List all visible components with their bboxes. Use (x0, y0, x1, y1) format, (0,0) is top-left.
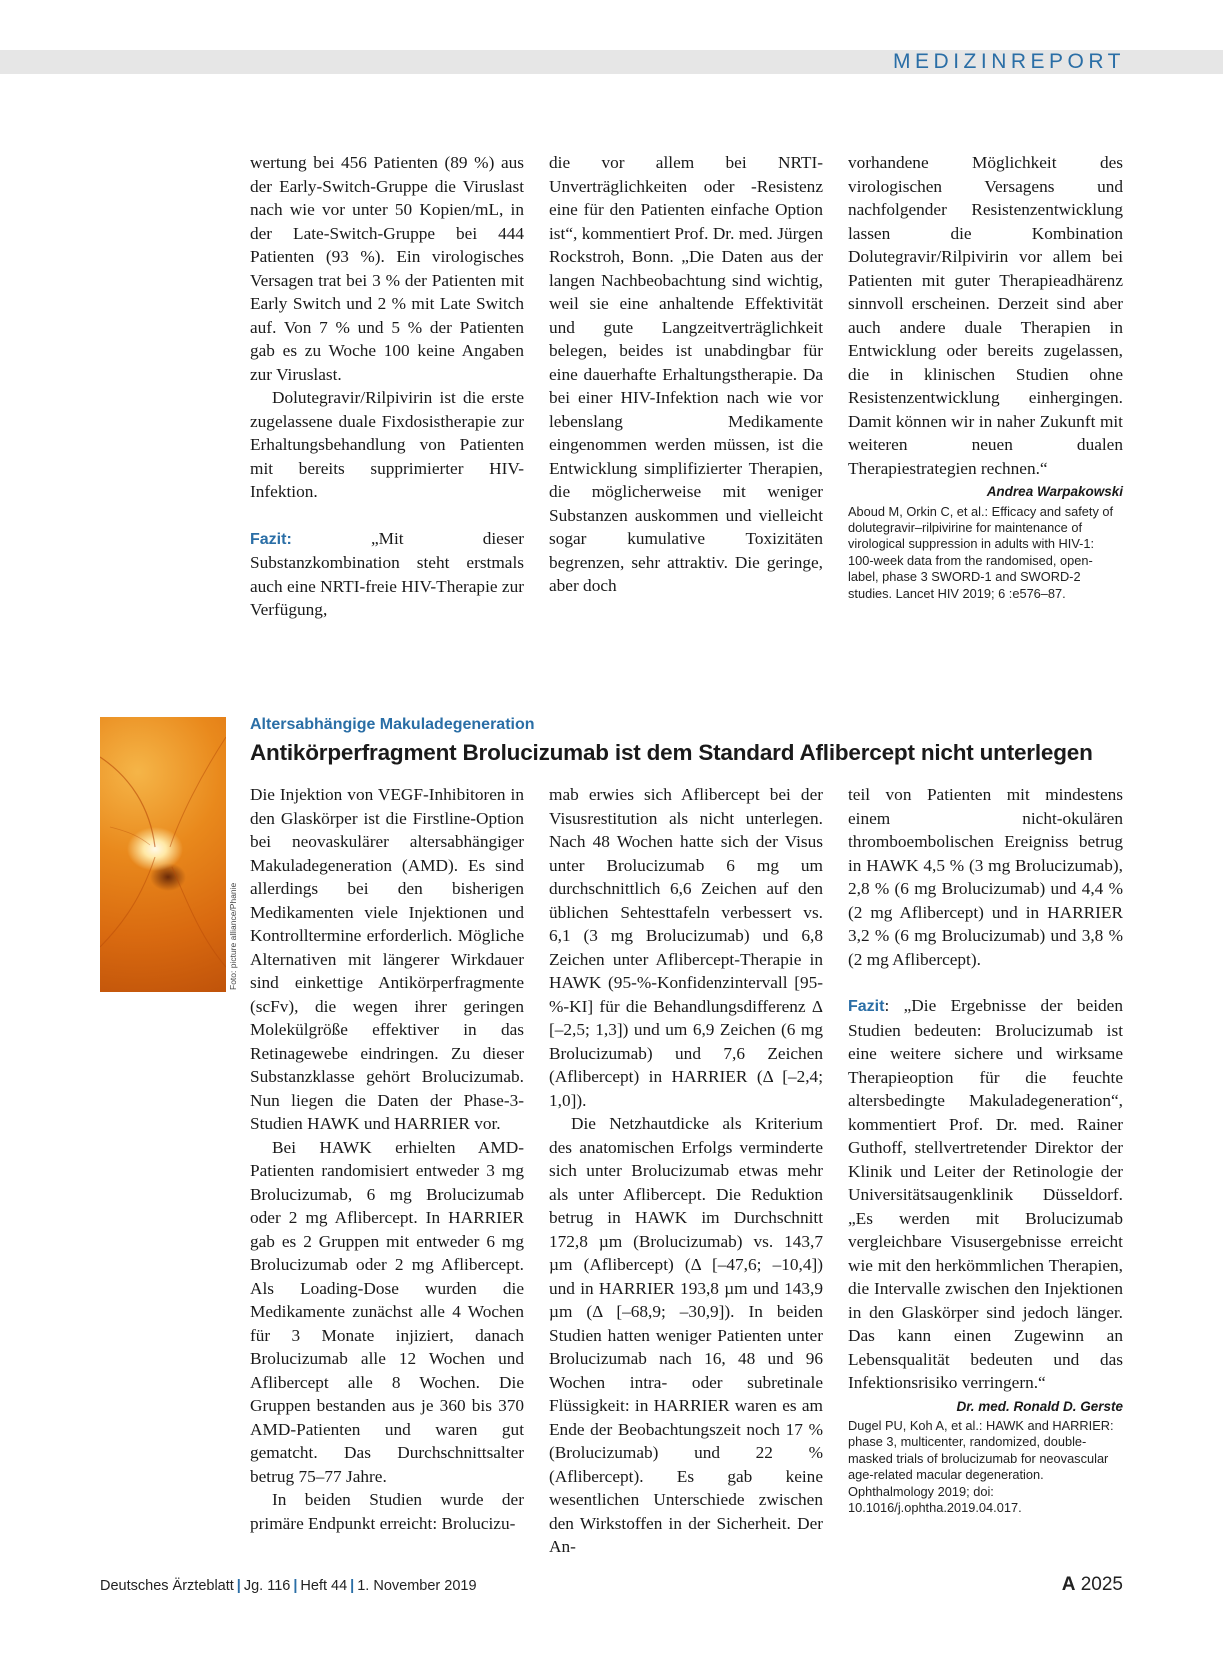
paragraph: die vor allem bei NRTI-Unverträglichkeiten oder -Resistenz eine für den Patienten einfache Option ist“, kommentiert Prof. Dr. med. Jürgen Rockstroh, Bonn. „Die Daten aus der langen Nachbeobachtung sind wichtig, weil sie eine anhaltende Effektivität und gute Langzeitverträglichkeit belegen, beides ist unabdingbar für eine dauerhafte Erhaltungstherapie. Da bei einer HIV-Infektion nach wie vor lebenslang Medikamente eingenommen werden müssen, ist die Entwicklung simplifizierter Therapien, die möglicherweise mit weniger Substanzen auskommen und vielleicht sogar kumulative Toxizitäten begrenzen, sehr attraktiv. Die geringe, aber doch (549, 153, 823, 595)
author-signature: Dr. med. Ronald D. Gerste (956, 1398, 1123, 1414)
fazit-text: : „Die Ergebnisse der beiden Studien bedeuten: Brolucizumab ist eine weitere sichere und wirksame Therapieoption für die feuchte altersbedingte Makuladegeneration“, kommentiert Prof. Dr. med. Rainer Guthoff, stellvertretender Direktor der Klinik und Leiter der Retinologie der Universitätsaugenklinik Düsseldorf. „Es werden mit Brolucizumab vergleichbare Visusergebnisse erreicht wie mit den herkömmlichen Therapien, die Intervalle zwischen den Injektionen in den Glaskörper sind jedoch länger. Das kann einen Zugewinn an Lebensqualität bedeuten und das Infektionsrisiko verringern.“ (848, 996, 1123, 1392)
fazit-text: „Mit dieser Substanzkombination steht erstmals auch eine NRTI-freie HIV-Therapie zur Verfügung, (250, 528, 524, 619)
separator: | (293, 1578, 298, 1594)
page-number (1062, 1574, 1123, 1596)
page-prefix: A (1061, 1574, 1076, 1595)
top-column-2 (549, 151, 823, 598)
article-headline: Antikörperfragment Brolucizumab ist dem Standard Aflibercept nicht unterlegen (250, 740, 1093, 765)
reference: Dugel PU, Koh A, et al.: HAWK and HARRIER: phase 3, multicenter, randomized, double-masked trials of brolucizumab for neovascular age-related macular degeneration. Ophthalmology 2019; doi: 10.1016/j.ophtha.2019.04.017. (848, 1418, 1114, 1516)
article-column-2 (549, 783, 823, 1559)
author-signature: Andrea Warpakowski (986, 484, 1123, 499)
quote-text: vorhandene Möglichkeit des virologischen Versagens und nachfolgender Resistenzentwicklung lassen die Kombination Dolutegravir/Rilpivirin vor allem bei Patienten mit guter Therapieadhärenz sinnvoll erscheinen. Derzeit sind aber auch andere duale Therapien in Entwicklung oder bereits zugelassen, die in klinischen Studien ohne Resistenzentwicklung einhergingen. Damit können wir in naher Zukunft mit weiteren neuen dualen Therapiestrategien rechnen.“ (848, 153, 1123, 478)
retina-photo (100, 717, 226, 992)
article-kicker: Altersabhängige Makuladegeneration (250, 716, 535, 733)
separator: | (350, 1578, 355, 1594)
fazit-paragraph (848, 994, 1123, 1414)
footer-citation (100, 1578, 477, 1594)
date: 1. November 2019 (357, 1578, 477, 1594)
paragraph: Bei HAWK erhielten AMD-Patienten randomisiert entweder 3 mg Brolucizumab, 6 mg Brolucizumab oder 2 mg Aflibercept. In HARRIER gab es 2 Gruppen mit entweder 6 mg Brolucizumab oder 2 mg Aflibercept. Als Loading-Dose wurden die Medikamente zunächst alle 4 Wochen für 3 Monate injiziert, danach Brolucizumab alle 12 Wochen und Aflibercept alle 8 Wochen. Die Gruppen bestanden aus je 360 bis 370 AMD-Patienten und waren gut gematcht. Das Durchschnittsalter betrug 75–77 Jahre. (250, 1137, 524, 1486)
top-column-3 (848, 151, 1123, 602)
top-column-1 (250, 151, 524, 622)
paragraph: Dolutegravir/Rilpivirin ist die erste zugelassene duale Fixdosistherapie zur Erhaltungsbehandlung von Patienten mit bereits supprimierter HIV-Infektion. (250, 388, 524, 501)
paragraph: In beiden Studien wurde der primäre Endpunkt erreicht: Brolucizu- (250, 1490, 524, 1533)
fazit-label: Fazit (848, 998, 885, 1015)
issue: Heft 44 (300, 1578, 348, 1594)
paragraph (848, 151, 1123, 499)
journal-name: Deutsches Ärzteblatt (100, 1578, 234, 1594)
retina-vessels-graphic (100, 717, 226, 992)
photo-credit: Foto: picture alliance/Phanie (228, 882, 238, 990)
volume: Jg. 116 (243, 1578, 291, 1594)
reference: Aboud M, Orkin C, et al.: Efficacy and safety of dolutegravir–rilpivirine for maintenance of virological suppression in adults with HIV-1: 100-week data from the randomised, open-label, phase 3 SWORD-1 and SWORD-2 studies. Lancet HIV 2019; 6 :e576–87. (848, 503, 1114, 601)
paragraph: teil von Patienten mit mindestens einem nicht-okulären thromboembolischen Ereigniss betrug in HAWK 4,5 % (3 mg Brolucizumab), 2,8 % (6 mg Brolucizumab) und 4,4 % (2 mg Aflibercept) und in HARRIER 3,2 % (6 mg Brolucizumab) und 3,8 % (2 mg Aflibercept). (848, 785, 1123, 969)
fazit-paragraph (250, 527, 524, 622)
fazit-label: Fazit: (250, 530, 292, 548)
paragraph: Die Injektion von VEGF-Inhibitoren in den Glaskörper ist die Firstline-Option bei neovaskulärer altersabhängiger Makuladegeneration (AMD). Es sind allerdings bei den bisherigen Medikamenten viele Injektionen und Kontrolltermine erforderlich. Mögliche Alternativen mit längerer Wirkdauer sind einkettige Antikörperfragmente (scFv), die wegen ihrer geringen Molekülgröße effektiver in das Retinagewebe eindringen. Zu dieser Substanzklasse gehört Brolucizumab. Nun liegen die Daten der Phase-3-Studien HAWK und HARRIER vor. (250, 785, 524, 1133)
separator: | (236, 1578, 241, 1594)
section-label: MEDIZINREPORT (893, 50, 1125, 73)
paragraph: mab erwies sich Aflibercept bei der Visusrestitution als nicht unterlegen. Nach 48 Wochen hatte sich der Visus unter Brolucizumab 6 mg um durchschnittlich 6,6 Zeichen auf den üblichen Sehtesttafeln verbessert vs. 6,1 (3 mg Brolucizumab) und 6,8 Zeichen unter Aflibercept-Therapie in HAWK (95-%-Konfidenzintervall [95-%-KI] für die Behandlungsdifferenz Δ [–2,5; 1,3]) und um 6,9 Zeichen (6 mg Brolucizumab) und 7,6 Zeichen (Aflibercept) in HARRIER (Δ [–2,4; 1,0]). (549, 785, 823, 1110)
article-column-1 (250, 783, 524, 1535)
paragraph: Die Netzhautdicke als Kriterium des anatomischen Erfolgs verminderte sich unter Brolucizumab etwas mehr als unter Aflibercept. Die Reduktion betrug in HAWK im Durchschnitt 172,8 µm (Brolucizumab) vs. 143,7 µm (Aflibercept) (Δ [–47,6; –10,4]) und in HARRIER 193,8 µm und 143,9 µm (Δ [–68,9; –30,9]). In beiden Studien hatten weniger Patienten unter Brolucizumab nach 16, 48 und 96 Wochen intra- oder subretinale Flüssigkeit: in HARRIER waren es am Ende der Beobachtungszeit noch 17 % (Brolucizumab) und 22 % (Aflibercept). Es gab keine wesentlichen Unterschiede zwischen den Wirkstoffen in der Sicherheit. Der An- (549, 1114, 823, 1556)
paragraph: wertung bei 456 Patienten (89 %) aus der Early-Switch-Gruppe die Viruslast nach wie vor unter 50 Kopien/mL, in der Late-Switch-Gruppe bei 444 Patienten (93 %). Ein virologisches Versagen trat bei 3 % der Patienten mit Early Switch und 2 % mit Late Switch auf. Von 7 % und 5 % der Patienten gab es zu Woche 100 keine Angaben zur Viruslast. (250, 153, 524, 384)
page-number-value: 2025 (1080, 1574, 1123, 1595)
article-column-3 (848, 783, 1123, 1516)
